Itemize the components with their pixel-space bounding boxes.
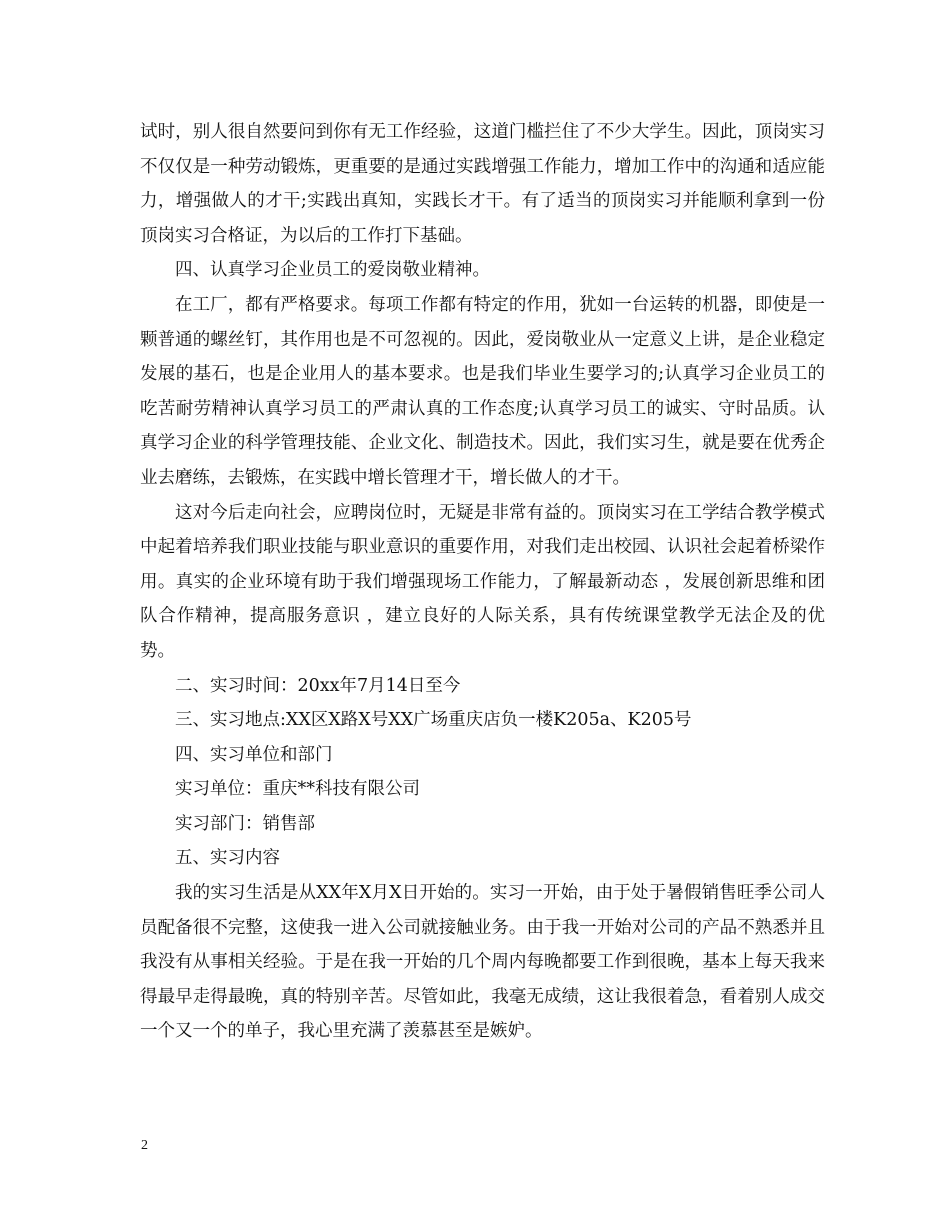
- paragraph: 在工厂，都有严格要求。每项工作都有特定的作用，犹如一台运转的机器，即使是一颗普通的螺丝钉，其作用也是不可忽视的。因此，爱岗敬业从一定意义上讲，是企业稳定发展的基石，也是企业用人的基本要求。也是我们毕业生要学习的;认真学习企业员工的吃苦耐劳精神认真学习员工的严肃认真的工作态度;认真学习员工的诚实、守时品质。认真学习企业的科学管理技能、企业文化、制造技术。因此，我们实习生，就是要在优秀企业去磨练，去锻炼，在实践中增长管理才干，增长做人的才干。: [140, 294, 825, 488]
- page-number: 2: [141, 1138, 148, 1153]
- paragraph: 我的实习生活是从XX年X月X日开始的。实习一开始，由于处于暑假销售旺季公司人员配备很不完整，这使我一进入公司就接触业务。由于我一开始对公司的产品不熟悉并且我没有从事相关经验。于是在我一开始的几个周内每晚都要工作到很晚，基本上每天我来得最早走得最晚，真的特别辛苦。尽管如此，我毫无成绩，这让我很着急，看着别人成交一个又一个的单子，我心里充满了羡慕甚至是嫉妒。: [140, 883, 825, 1042]
- info-line: 实习单位：重庆**科技有限公司: [175, 779, 420, 800]
- section-heading: 四、实习单位和部门: [175, 744, 333, 765]
- section-heading: 四、认真学习企业员工的爱岗敬业精神。: [175, 260, 490, 281]
- document-body: [140, 115, 825, 1049]
- info-line: 实习部门：销售部: [175, 813, 315, 834]
- section-heading: 三、实习地点:XX区X路X号XX广场重庆店负一楼K205a、K205号: [175, 710, 692, 731]
- section-heading: 五、实习内容: [175, 848, 280, 869]
- paragraph: 这对今后走向社会，应聘岗位时，无疑是非常有益的。顶岗实习在工学结合教学模式中起着培养我们职业技能与职业意识的重要作用，对我们走出校园、认识社会起着桥梁作用。真实的企业环境有助于我们增强现场工作能力，了解最新动态 ，发展创新思维和团队合作精神，提高服务意识 ，建立良好的人际关系，具有传统课堂教学无法企及的优势。: [140, 502, 825, 661]
- paragraph: 试时，别人很自然要问到你有无工作经验，这道门槛拦住了不少大学生。因此，顶岗实习不仅仅是一种劳动锻炼，更重要的是通过实践增强工作能力，增加工作中的沟通和适应能力，增强做人的才干;实践出真知，实践长才干。有了适当的顶岗实习并能顺利拿到一份顶岗实习合格证，为以后的工作打下基础。: [140, 122, 825, 246]
- section-heading: 二、实习时间：20xx年7月14日至今: [175, 675, 461, 696]
